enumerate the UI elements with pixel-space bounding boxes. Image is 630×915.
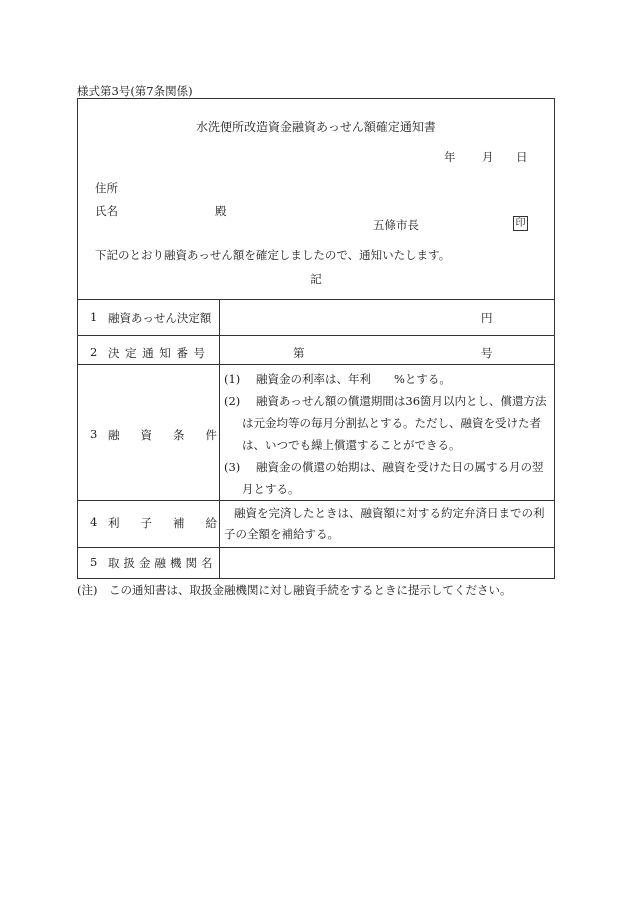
date-year: 年 — [444, 150, 456, 164]
seal-mark: 印 — [513, 216, 528, 231]
row-divider — [78, 547, 554, 548]
date-month: 月 — [482, 150, 494, 164]
row-divider — [78, 364, 554, 365]
interest-subsidy-text: 融資を完済したときは、融資額に対する約定弁済日までの利子の全額を補給する。 — [224, 506, 545, 541]
table-top-rule — [78, 299, 554, 300]
loan-conditions — [224, 368, 550, 500]
notice-number-prefix: 第 — [293, 346, 305, 360]
condition-1: (1) 融資金の利率は、年利 %とする。 — [224, 372, 451, 386]
notice-form: 水洗便所改造資金融資あっせん額確定通知書 年 月 日 住所 氏名 殿 五條市長 印 下記のとおり融資あっせん額を確定しましたので、通知いたします。 記 1 融資あっせん決定額 円 2 決定通知番号 第 号 3 融資条件 (1) 融資金の利率は、年利 %とする。 (2) 融資あっせん額の償還期間は36箇月以内とし、償還方法 は元金均等の毎月分割払とする。ただし、融資を受けた者は、いつでも繰上償還することができる。 (3) 融資金の償還の始期は、融資を受けた日の属する月の翌 月とする。 4 利子補給 融資を完済したときは、融資額に対する約定弁済日までの利子の全額を補給する。 5 取扱金融機関名 — [77, 98, 555, 579]
honorific: 殿 — [215, 204, 227, 218]
footnote: (注) この通知書は、取扱金融機関に対し融資手続をするときに提示してください。 — [77, 583, 512, 597]
date-day: 日 — [516, 150, 528, 164]
condition-2: (2) 融資あっせん額の償還期間は36箇月以内とし、償還方法 は元金均等の毎月分割払とする。ただし、融資を受けた者は、いつでも繰上償還することができる。 — [224, 394, 547, 452]
amount-unit: 円 — [481, 311, 493, 325]
notice-number-suffix: 号 — [481, 346, 493, 360]
ki-heading: 記 — [310, 272, 322, 286]
condition-3: (3) 融資金の償還の始期は、融資を受けた日の属する月の翌 月とする。 — [224, 460, 544, 496]
row-divider — [78, 500, 554, 501]
form-number-label: 様式第3号(第7条関係) — [77, 84, 193, 98]
lead-text: 下記のとおり融資あっせん額を確定しましたので、通知いたします。 — [95, 248, 451, 262]
address-label: 住所 — [95, 181, 118, 195]
name-label: 氏名 — [95, 204, 118, 218]
issuer: 五條市長 — [373, 218, 419, 232]
row-divider — [78, 335, 554, 336]
document-title: 水洗便所改造資金融資あっせん額確定通知書 — [196, 120, 436, 134]
